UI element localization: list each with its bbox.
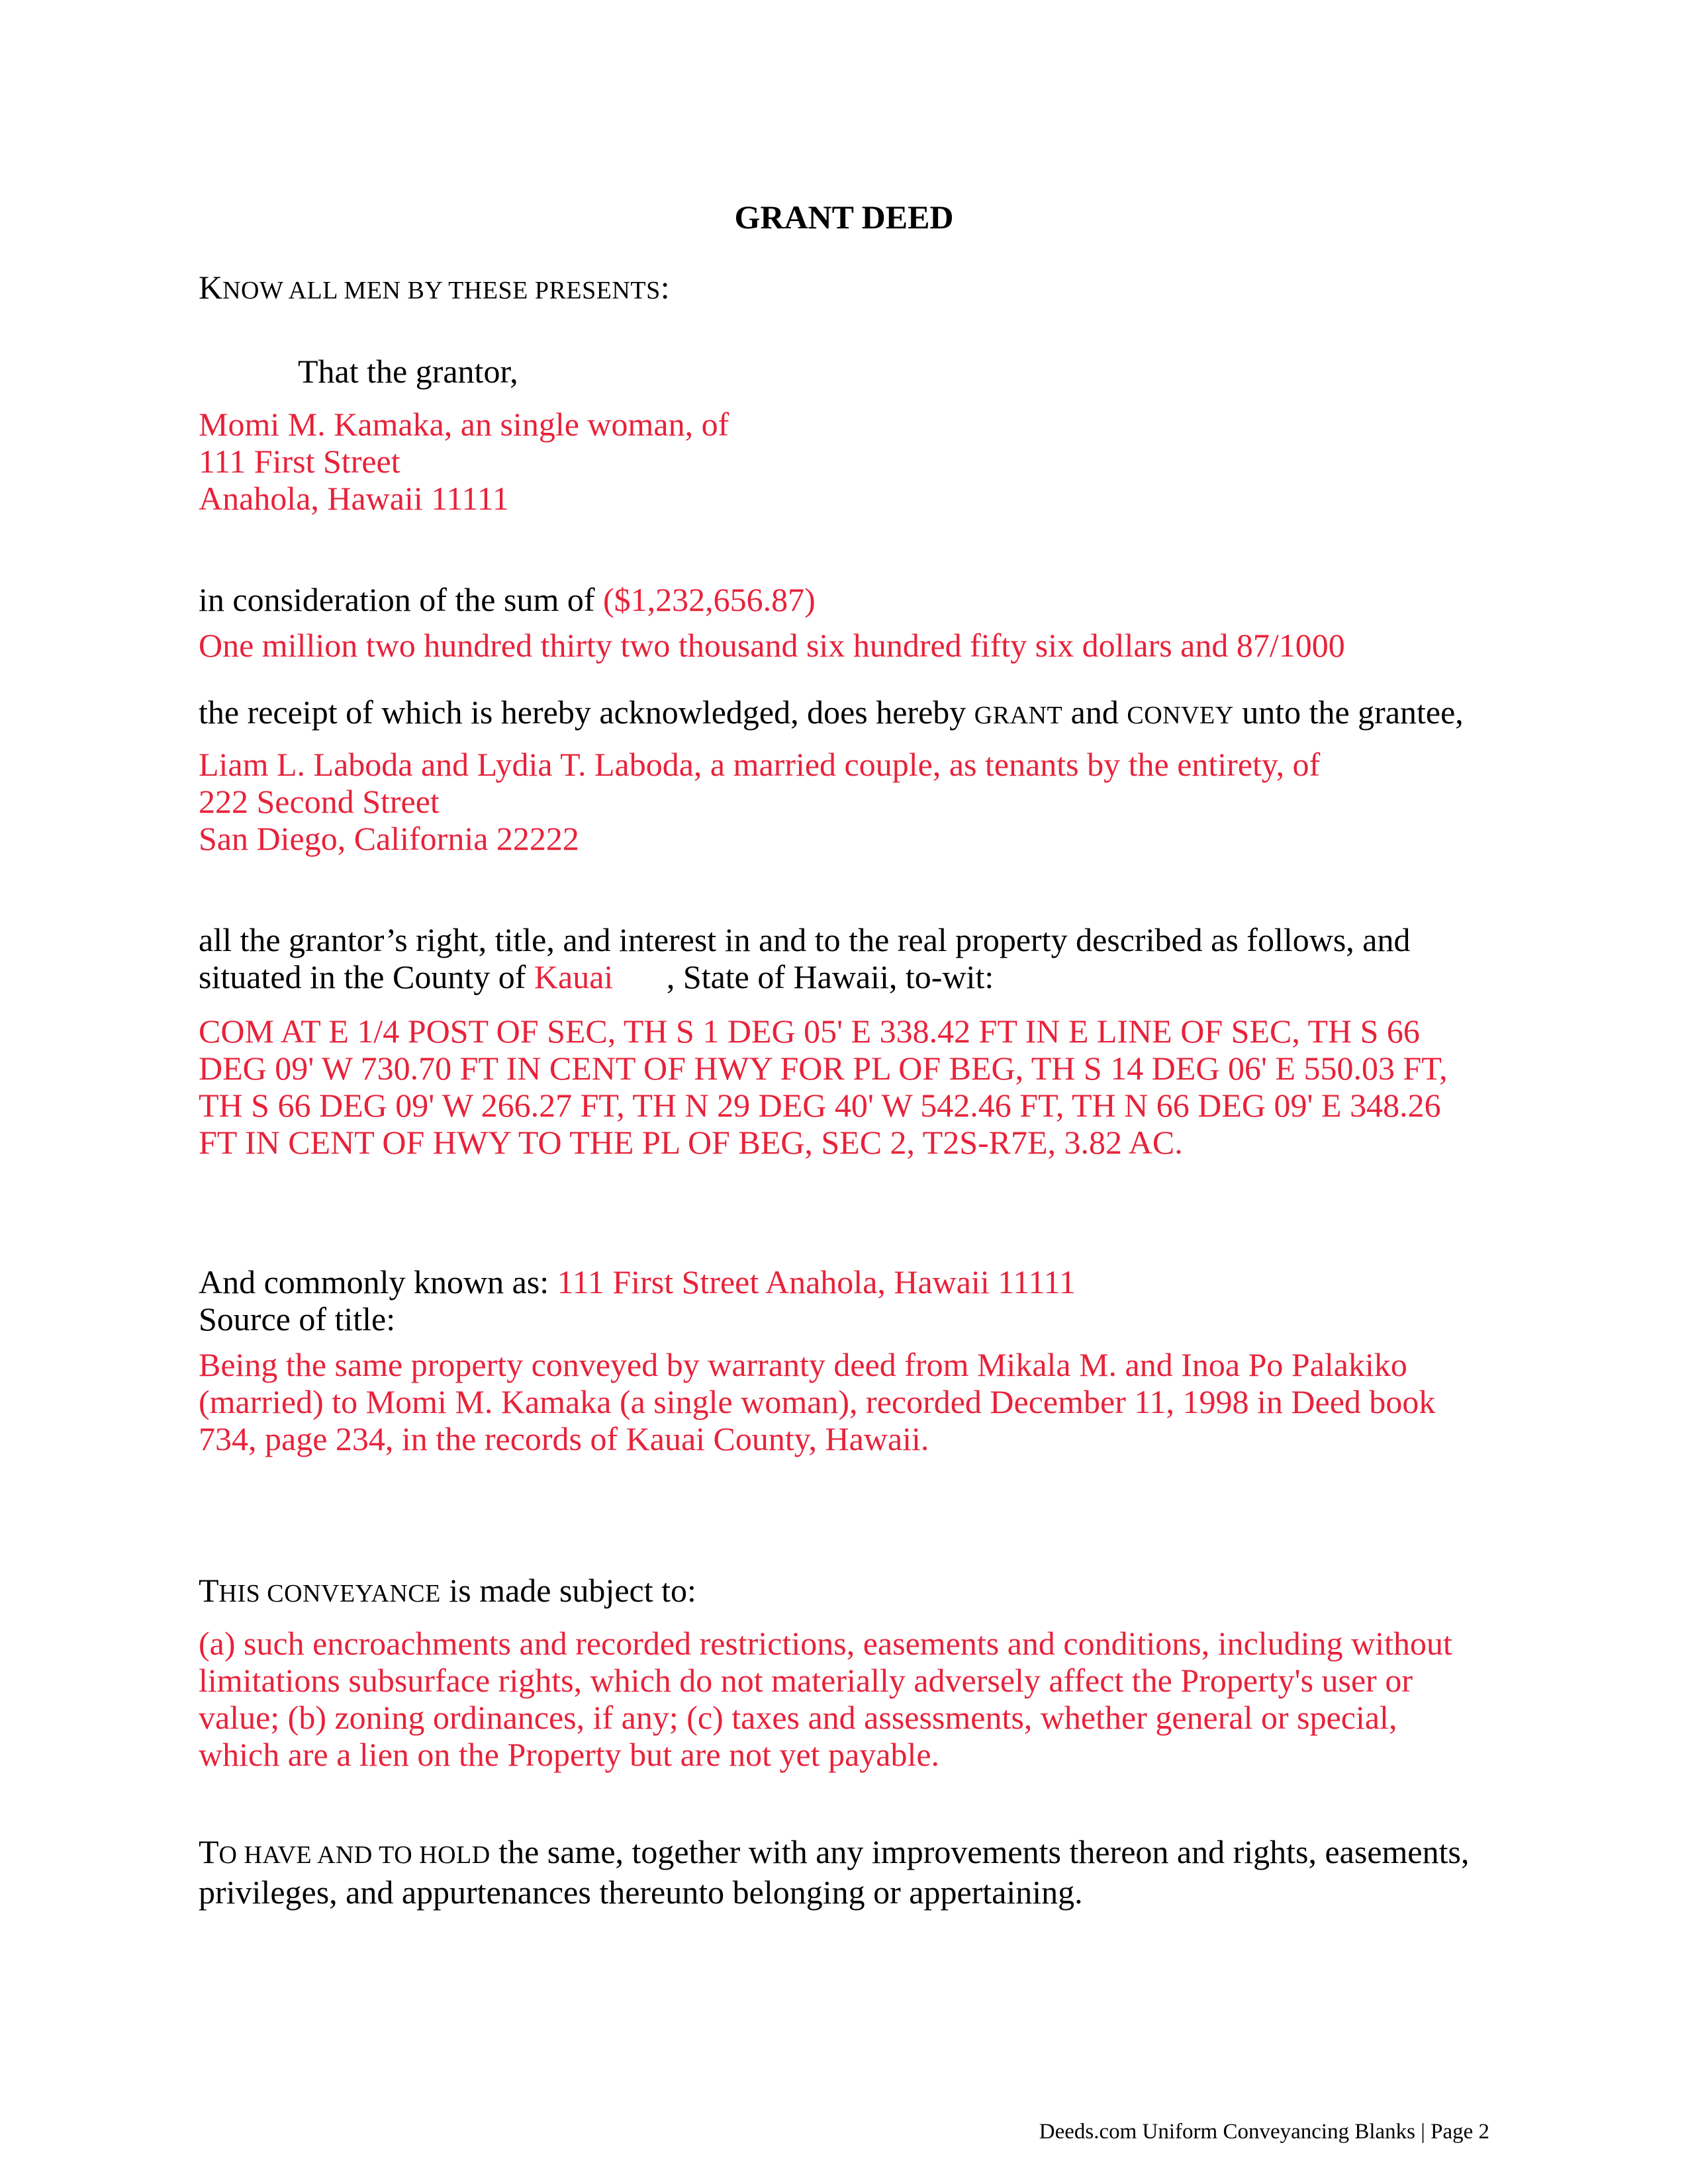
grantor-street-line: 111 First Street [199,443,400,480]
county-suffix: , State of Hawaii, to-wit: [666,958,994,995]
rights-line-2 [199,958,1496,995]
source-line-2: (married) to Momi M. Kamaka (a single woman), recorded December 11, 1998 in Deed book [199,1383,1436,1420]
rights-line-1: all the grantor’s right, title, and interest in and to the real property described as follows, and [199,921,1411,958]
know-all-colon: : [660,269,670,306]
subject-to-line-1: (a) such encroachments and recorded restrictions, easements and conditions, including without [199,1625,1452,1662]
grantee-street-line: 222 Second Street [199,783,440,820]
conveyance-heading [199,1572,1496,1612]
habendum-block [199,1833,1496,1911]
habendum-first-letter: T [199,1833,219,1870]
rights-block [199,921,1496,995]
source-of-title-label: Source of title: [199,1300,396,1338]
conveyance-suffix: is made subject to: [440,1572,696,1609]
grantee-city-line: San Diego, California 22222 [199,820,579,857]
consideration-amount: ($1,232,656.87) [603,581,816,618]
subject-to-block [199,1625,1496,1773]
habendum-line-2: privileges, and appurtenances thereunto belonging or appertaining. [199,1874,1083,1911]
receipt-suffix: unto the grantee, [1233,694,1464,731]
consideration-words-line [199,627,1496,664]
receipt-line [199,694,1496,734]
grantor-name-line: Momi M. Kamaka, an single woman, of [199,406,729,443]
consideration-words: One million two hundred thirty two thousand six hundred fifty six dollars and 87/1000 [199,627,1345,664]
that-grantor-line [199,353,1595,390]
source-of-title-block [199,1346,1496,1457]
subject-to-line-3: value; (b) zoning ordinances, if any; (c) taxes and assessments, whether general or special, [199,1699,1397,1736]
subject-to-line-4: which are a lien on the Property but are not yet payable. [199,1736,940,1773]
commonly-known-value: 111 First Street Anahola, Hawaii 11111 [557,1263,1076,1300]
conveyance-small-caps: HIS CONVEYANCE [218,1580,441,1608]
grantor-city-line: Anahola, Hawaii 11111 [199,480,509,517]
commonly-known-label: And commonly known as: [199,1263,557,1300]
county-prefix: situated in the County of [199,958,534,995]
consideration-prefix: in consideration of the sum of [199,581,603,618]
know-all-small-caps: NOW ALL MEN BY THESE PRESENTS [222,277,661,304]
source-line-3: 734, page 234, in the records of Kauai County, Hawaii. [199,1420,929,1457]
legal-description-line-3: TH S 66 DEG 09' W 266.27 FT, TH N 29 DEG 40' W 542.46 FT, TH N 66 DEG 09' E 348.26 [199,1087,1441,1124]
commonly-known-block [199,1263,1496,1338]
page-footer: Deeds.com Uniform Conveyancing Blanks | Page 2 [1039,2120,1489,2144]
that-grantor-text: That the grantor, [298,353,518,390]
legal-description-line-2: DEG 09' W 730.70 FT IN CENT OF HWY FOR PL OF BEG, TH S 14 DEG 06' E 550.03 FT, [199,1050,1448,1087]
convey-word: CONVEY [1127,702,1234,729]
conveyance-first-letter: T [199,1572,219,1609]
grantee-name-line: Liam L. Laboda and Lydia T. Laboda, a married couple, as tenants by the entirety, of [199,746,1321,783]
and-word: and [1062,694,1127,731]
grantee-block [199,746,1496,857]
legal-description-line-1: COM AT E 1/4 POST OF SEC, TH S 1 DEG 05' E 338.42 FT IN E LINE OF SEC, TH S 66 [199,1013,1420,1050]
county-field: Kauai [534,958,614,995]
habendum-line-1-suffix: the same, together with any improvements thereon and rights, easements, [490,1833,1470,1870]
consideration-line [199,581,1496,618]
habendum-small-caps: O HAVE AND TO HOLD [218,1841,491,1869]
know-all-heading [199,269,1496,309]
source-line-1: Being the same property conveyed by warranty deed from Mikala M. and Inoa Po Palakiko [199,1346,1407,1383]
know-all-first-letter: K [199,269,223,306]
subject-to-line-2: limitations subsurface rights, which do not materially adversely affect the Property's user or [199,1662,1413,1699]
legal-description-block [199,1013,1496,1161]
document-title: GRANT DEED [734,199,954,236]
grantor-block [199,406,1496,517]
legal-description-line-4: FT IN CENT OF HWY TO THE PL OF BEG, SEC 2, T2S-R7E, 3.82 AC. [199,1124,1183,1161]
receipt-prefix: the receipt of which is hereby acknowledged, does hereby [199,694,974,731]
grant-word: GRANT [974,702,1063,729]
